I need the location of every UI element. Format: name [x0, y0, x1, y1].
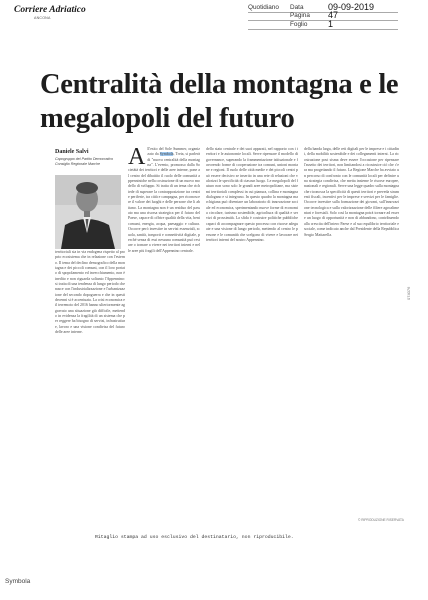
- clipping-disclaimer: Ritaglio stampa ad uso esclusivo del destinatario, non riproducibile.: [95, 535, 294, 540]
- article-column-3: dello stato centrale e dei suoi apparati, nel rapporto con i territori e le autonomie locali. Serve ripensare il modello di governance, superando la frammentazione istituzionale e favorendo forme di cooperazione tra comuni, unioni montane e regioni. Il ruolo delle città medie e dei piccoli centri può essere decisivo se inserito in una rete di relazioni che valorizzi le specificità di ciascun luogo. Le megalopoli del futuro non sono solo le grandi aree metropolitane, ma sistemi territoriali complessi in cui pianura, collina e montagna dialogano e si integrano. In questo quadro la montagna marchigiana può diventare un laboratorio di innovazione sociale ed economica, sperimentando nuove forme di economia circolare, turismo sostenibile, agricoltura di qualità e servizi di prossimità. La sfida è costruire politiche pubbliche capaci di accompagnare questo processo con risorse adeguate e una visione di lungo periodo, mettendo al centro le persone e le comunità che scelgono di vivere e lavorare nei territori interni del nostro Appennino.: [206, 147, 298, 242]
- source-type: Quotidiano: [248, 3, 279, 11]
- meta-value-date: 09-09-2019: [328, 1, 375, 12]
- copyright-note: © RIPRODUZIONE RISERVATA: [358, 518, 404, 522]
- column-text: , Treia, si parlerà di "nuova centralità della montagna". L'evento, promosso dalla Societàtà dei territori e delle aree interne, pone al centro del dibattito il ruolo delle comunità appenniniche nella costruzione di un nuovo modello di sviluppo. Si tratta di un tema che richiede di superare la contrapposizione tra centri e periferie, tra città e campagna, per riconoscere il valore dei luoghi e delle persone che li abitano. La montagna non è un residuo del passato ma una risorsa strategica per il futuro del Paese, capace di offrire qualità della vita, beni comuni, energia, acqua, paesaggio e cultura. Occorre però investire in servizi essenziali, scuola, sanità, trasporti e connettività digitale, perché senza di essi nessuna comunità può restare o tornare a vivere nei territori interni e nelle aree più fragili dell'Appennino centrale.: [128, 152, 200, 253]
- article-column-4: della banda larga, delle reti digitali per le imprese e i cittadini, della mobilità sostenibile e dei collegamenti interni. La ricostruzione post sisma deve essere l'occasione per ripensare l'assetto dei territori, non limitandosi a ricostruire ciò che c'era ma progettando il futuro. La Regione Marche ha avviato un percorso di confronto con le comunità locali per definire una strategia condivisa, che metta insieme le risorse europee, nazionali e regionali. Serve una legge quadro sulla montagna che riconosca la specificità di questi territori e preveda strumenti fiscali, incentivi per le imprese e servizi per le famiglie. Occorre investire sulla formazione dei giovani, sull'innovazione tecnologica e sulla valorizzazione delle filiere agroalimentari e forestali. Solo così la montagna potrà tornare ad essere un luogo di opportunità e non di abbandono, contribuendo alla crescita dell'intero Paese e al suo equilibrio territoriale e sociale, come indicato anche dal Presidente della Repubblica Sergio Mattarella.: [304, 147, 399, 237]
- newspaper-logo: [14, 5, 86, 27]
- article-column-1: territoriali sia in via endogena rispetto al proprio ecosistema che in relazione con l'esterno. Il tema del declino demografico della montagna e dei piccoli comuni, con il loro portato di spopolamento ed invecchiamento, non è inedito e non riguarda soltanto l'Appennino: si tratta di una tendenza di lungo periodo che nasce con l'industrializzazione e l'urbanizzazione del secondo dopoguerra e che in questi decenni si è accentuata. La crisi economica e il terremoto del 2016 hanno ulteriormente aggravato una situazione già difficile, mettendo in evidenza la fragilità di un sistema che per reggere ha bisogno di servizi, infrastrutture, lavoro e una visione condivisa del futuro delle aree interne.: [55, 250, 125, 335]
- meta-key: Pagina: [290, 12, 310, 19]
- meta-value-page: 47: [328, 10, 339, 20]
- drop-cap: A: [128, 147, 146, 170]
- author-name: Daniele Salvi: [55, 149, 89, 155]
- logo-text: Corriere Adriatico: [14, 5, 86, 15]
- meta-key: Foglio: [290, 20, 308, 28]
- side-code: 074076: [406, 286, 411, 300]
- author-photo: [55, 175, 121, 249]
- byline: [55, 149, 127, 167]
- meta-value-sheet: 1: [328, 18, 334, 29]
- footer-label: Symbola: [5, 578, 31, 585]
- portrait-image: [55, 175, 121, 249]
- logo-subtitle: ANCONA: [34, 16, 51, 20]
- article-column-2: [128, 147, 200, 523]
- highlighted-keyword: Symbola: [159, 152, 174, 157]
- meta-row-sheet: [248, 18, 398, 30]
- column-text-lead: ll'esito del Sole Summer, organizzato da: [147, 147, 200, 157]
- article-headline: Centralità della montagna e le megalopoli del futuro: [40, 69, 399, 134]
- author-role: Capogruppo del Partito Democratico Consiglio Regionale Marche: [55, 157, 114, 166]
- clipping-metadata: [248, 1, 398, 30]
- meta-key: Data: [290, 3, 304, 11]
